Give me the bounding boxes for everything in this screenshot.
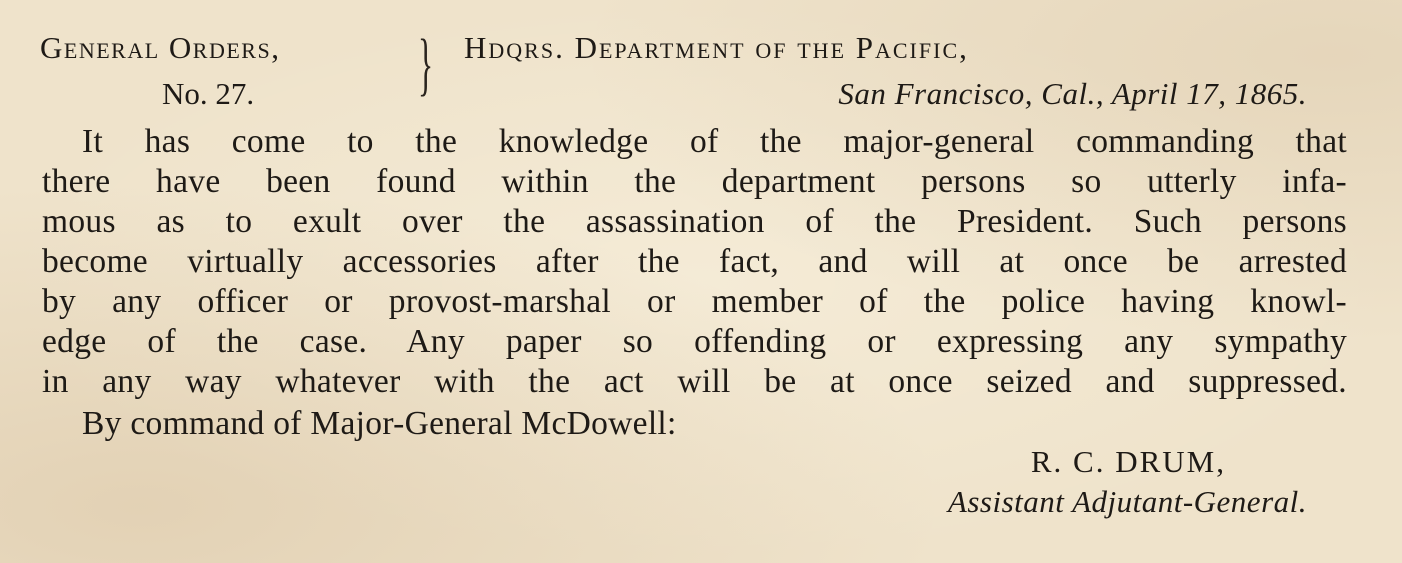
- body-line: in any way whatever with the act will be at once seized and suppressed.: [42, 363, 1347, 400]
- body-line: by any officer or provost-marshal or member of the police having knowl-: [42, 283, 1347, 320]
- headquarters-line: Hdqrs. Department of the Pacific,: [464, 30, 969, 65]
- brace-symbol: }: [418, 26, 434, 103]
- body-line: edge of the case. Any paper so offending or expressing any sympathy: [42, 323, 1347, 360]
- command-line: By command of Major-General McDowell:: [82, 405, 677, 442]
- body-line: become virtually accessories after the fact, and will at once be arrested: [42, 243, 1347, 280]
- orders-number: No. 27.: [162, 76, 255, 111]
- body-line: there have been found within the department persons so utterly infa-: [42, 163, 1347, 200]
- body-line: mous as to exult over the assassination of the President. Such persons: [42, 203, 1347, 240]
- body-line: It has come to the knowledge of the major-general commanding that: [82, 123, 1347, 160]
- orders-title: General Orders,: [40, 30, 281, 65]
- place-date-line: San Francisco, Cal., April 17, 1865.: [838, 76, 1307, 111]
- order-body: [42, 122, 1347, 402]
- signer-title: Assistant Adjutant-General.: [947, 484, 1307, 519]
- signer-name: R. C. DRUM,: [1030, 444, 1226, 479]
